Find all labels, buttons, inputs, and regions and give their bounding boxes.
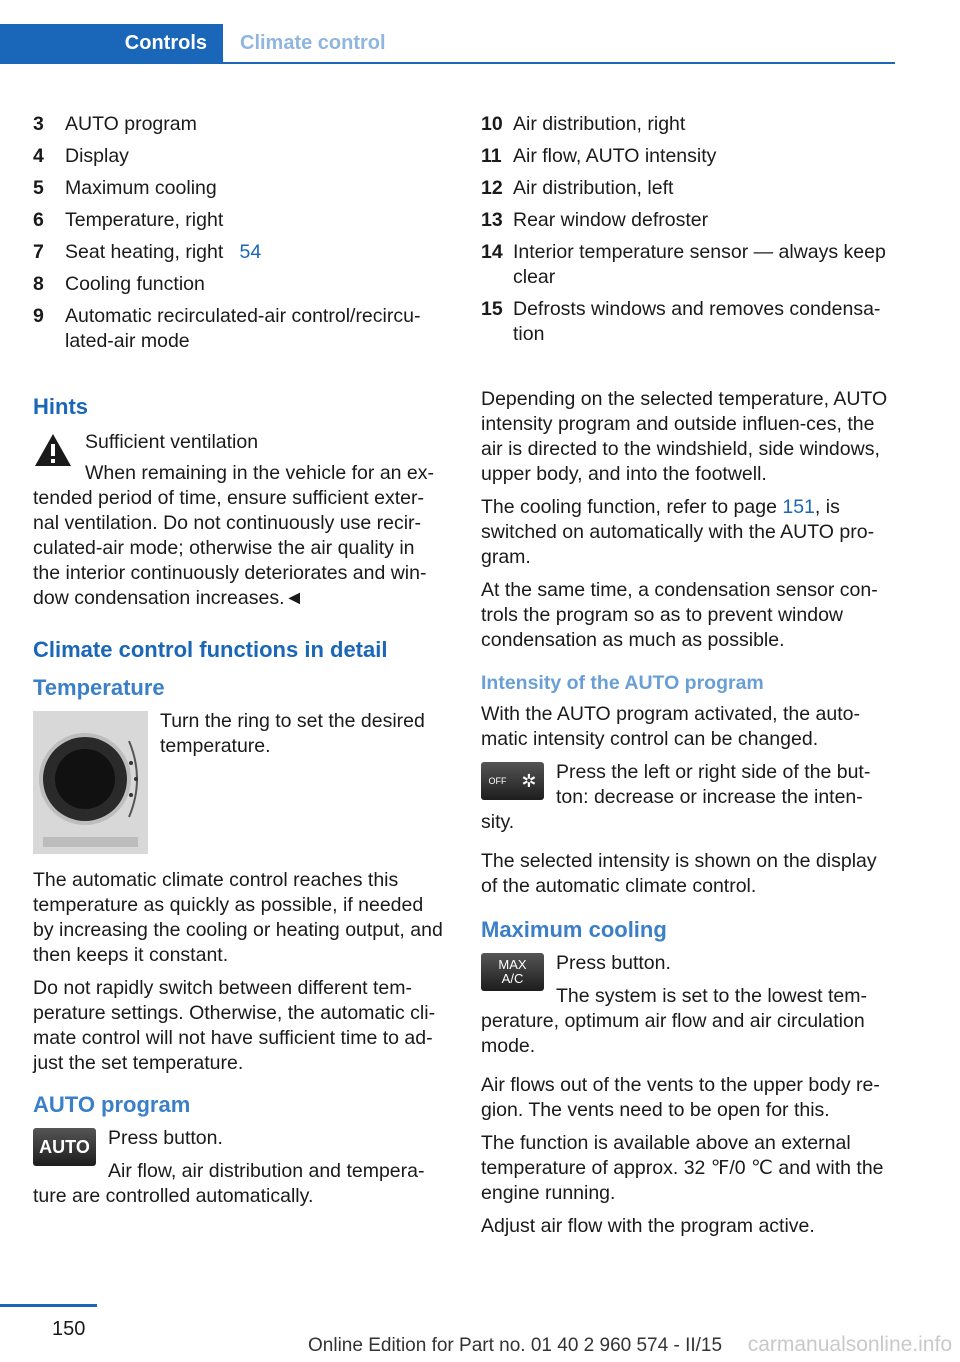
availability-paragraph: The function is available above an external temperature of approx. 32 ℉/0 ℃ and with the engine running. [481,1132,884,1204]
max-ac-button-icon: MAX A/C [481,953,544,991]
list-item: 6 Temperature, right [33,209,224,231]
temperature-paragraph: Do not rapidly switch between different tem-perature settings. Otherwise, the automatic cli-mate control will not have sufficient time to ad-just the set temperature. [33,977,436,1074]
page-header [0,24,895,64]
list-item: 5 Maximum cooling [33,177,217,199]
subsection-title[interactable]: Climate control [240,32,386,54]
legend-list-right [481,112,893,347]
list-item: 13 Rear window defroster [481,209,709,231]
temperature-heading: Temperature [33,675,165,700]
temperature-dial-image [33,711,148,854]
max-cooling-block [481,951,893,1059]
condensation-paragraph: At the same time, a condensation sensor con-trols the program so as to prevent window condensation as much as possible. [481,579,878,651]
temperature-block [33,709,445,1076]
max-cooling-lead: Press button. [556,952,671,974]
list-item: 14 Interior temperature sensor — always keep clear [481,241,886,288]
watermark: carmanualsonline.info [747,1333,952,1356]
fan-icon: ✲ [521,770,537,791]
intensity-display-paragraph: The selected intensity is shown on the display of the automatic climate control. [481,850,877,897]
list-item: 3 AUTO program [33,113,197,135]
intensity-button-icon [481,762,544,800]
temperature-paragraph: The automatic climate control reaches this temperature as quickly as possible, if needed by increasing the cooling or heating output, and then keeps it constant. [33,869,443,966]
list-item: 15 Defrosts windows and removes condensa-tion [481,298,881,345]
legend-list-left [33,112,445,354]
temperature-lead: Turn the ring to set the desired temperature. [160,710,425,757]
off-label: OFF [488,775,507,786]
hints-heading: Hints [33,394,88,419]
vents-paragraph: Air flows out of the vents to the upper body re-gion. The vents need to be open for this. [481,1074,880,1121]
edition-text: Online Edition for Part no. 01 40 2 960 574 - II/15 [308,1335,723,1356]
adjust-paragraph: Adjust air flow with the program active. [481,1215,815,1237]
list-item: 10 Air distribution, right [481,113,686,135]
list-item: 7 Seat heating, right 54 [33,241,262,263]
page-reference-link[interactable]: 54 [239,241,262,263]
page-number: 150 [52,1318,86,1340]
functions-heading: Climate control functions in detail [33,637,388,662]
auto-text: Air flow, air distribution and tempera-ture are controlled automatically. [33,1160,425,1207]
section-tab[interactable]: Controls [0,24,223,62]
list-item: 4 Display [33,145,129,167]
warning-text: When remaining in the vehicle for an ex-tended period of time, ensure sufficient exter-nal ventilation. Do not continuously use recir-culated-air mode; otherwise the air quality in the interior continuously deteriorates and win-dow condensation increases.◄ [33,462,435,609]
intensity-lead: Press the left or right side of the but-ton: decrease or increase the inten-sity. [481,761,871,833]
right-column [481,112,893,1247]
left-column [33,112,445,1217]
cooling-paragraph: The cooling function, refer to page 151, is switched on automatically with the AUTO pro-gram. [481,496,875,568]
list-item: 11 Air flow, AUTO intensity [481,145,717,167]
page-reference-link[interactable]: 151 [782,496,815,518]
auto-button-icon: AUTO [33,1128,96,1166]
footer-rule [0,1304,97,1307]
warning-triangle-icon [33,432,73,468]
list-item: 12 Air distribution, left [481,177,674,199]
warning-title: Sufficient ventilation [85,431,259,453]
warning-block [33,430,445,611]
auto-lead: Press button. [108,1127,223,1149]
intensity-heading: Intensity of the AUTO program [481,672,764,694]
auto-program-heading: AUTO program [33,1092,191,1117]
distribution-paragraph: Depending on the selected temperature, AUTO intensity program and outside influen-ces, the air is directed to the windshield, side windows, upper body, and into the footwell. [481,388,888,485]
max-cooling-text: The system is set to the lowest tem-perature, optimum air flow and air circulation mode. [481,985,868,1057]
list-item: 9 Automatic recirculated-air control/recircu-lated-air mode [33,305,421,352]
list-item: 8 Cooling function [33,273,205,295]
auto-block [33,1126,445,1209]
max-cooling-heading: Maximum cooling [481,917,667,942]
intensity-paragraph: With the AUTO program activated, the auto-matic intensity control can be changed. [481,703,860,750]
intensity-block [481,760,893,835]
